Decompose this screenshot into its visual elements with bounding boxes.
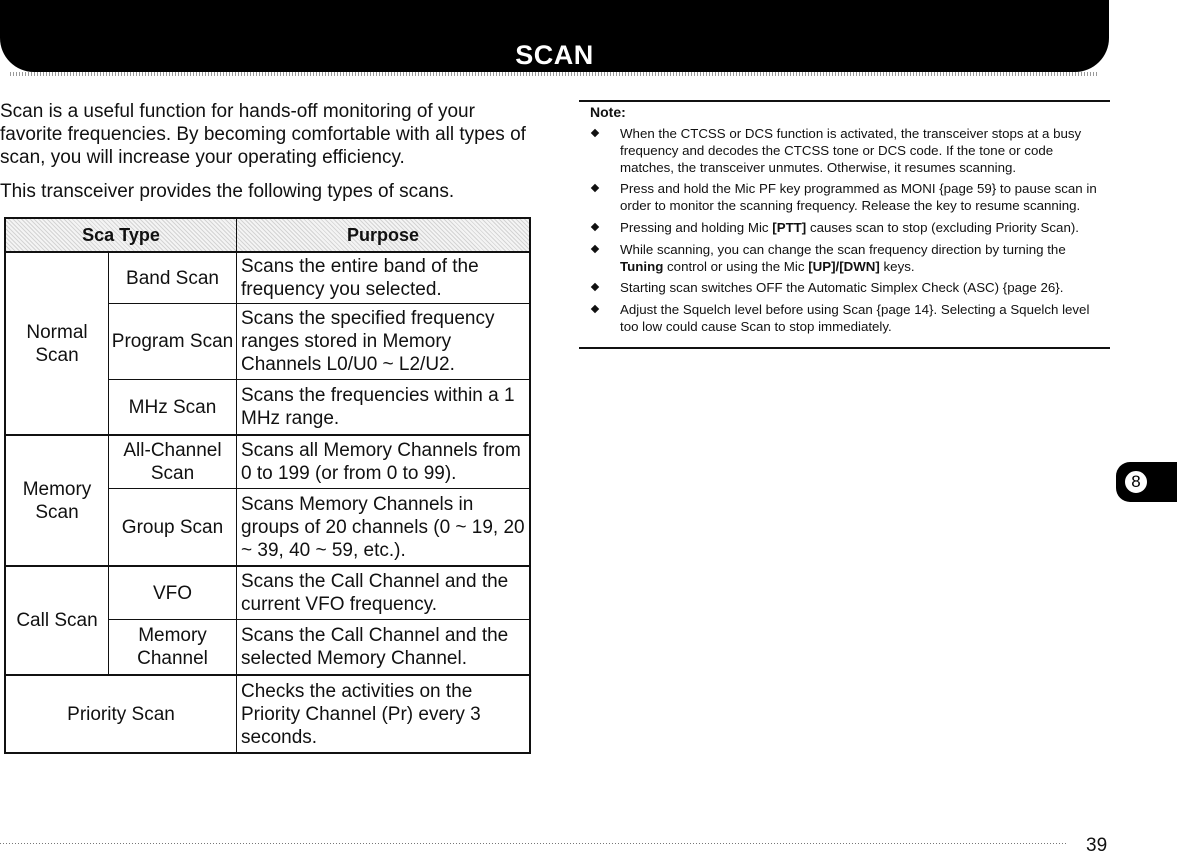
table-row [5,435,530,489]
note-text: causes scan to stop (excluding Priority Scan). [806,219,1079,235]
diamond-bullet-icon [591,184,599,192]
diamond-bullet-icon [591,283,599,291]
purpose-vfo: Scans the Call Channel and the current VFO frequency. [237,566,531,620]
list-item [579,181,1110,215]
diamond-bullet-icon [591,245,599,253]
diamond-bullet-icon [591,129,599,137]
type-mhz-scan: MHz Scan [109,380,237,436]
note-box [579,100,1110,349]
chapter-tab [1116,462,1177,502]
page-title: SCAN [515,40,594,70]
note-list [579,126,1110,336]
list-item [579,302,1110,336]
scan-types-table [4,217,531,754]
list-item [579,280,1110,297]
footer-divider [0,843,1068,844]
type-program-scan: Program Scan [109,304,237,380]
note-text: When the CTCSS or DCS function is activated, the transceiver stops at a busy frequency and decodes the CTCSS tone or DCS code. If the tone or code matches, the transceiver unmutes. Otherwise, it resumes scanning. [620,126,1082,175]
note-text: Starting scan switches OFF the Automatic Simplex Check (ASC) {page 26}. [620,280,1064,296]
purpose-program-scan: Scans the specified frequency ranges stored in Memory Channels L0/U0 ~ L2/U2. [237,304,531,380]
note-title: Note: [590,104,626,120]
type-band-scan: Band Scan [109,252,237,304]
diamond-bullet-icon [591,305,599,313]
category-memory-scan: Memory Scan [5,435,109,566]
table-header-row [5,218,530,252]
tuning-control-label: Tuning [620,258,664,274]
ptt-key-label: [PTT] [772,219,807,235]
type-all-channel-scan: All-Channel Scan [109,435,237,489]
intro-text [0,100,540,203]
header-purpose: Purpose [237,218,531,252]
table-row [5,675,530,753]
purpose-band-scan: Scans the entire band of the frequency you selected. [237,252,531,304]
purpose-memory-channel: Scans the Call Channel and the selected Memory Channel. [237,620,531,676]
up-dwn-key-label: [UP]/[DWN] [808,258,880,274]
note-text: Pressing and holding Mic [620,219,773,235]
diamond-bullet-icon [591,223,599,231]
note-text: Press and hold the Mic PF key programmed as MONI {page 59} to pause scan in order to monitor the scanning frequency. Release the key to resume scanning. [620,181,1097,214]
category-call-scan: Call Scan [5,566,109,675]
chapter-number-badge: 8 [1124,470,1148,494]
purpose-all-channel-scan: Scans all Memory Channels from 0 to 199 (or from 0 to 99). [237,435,531,489]
note-text: keys. [879,258,915,274]
header-scan-type: Sca Type [5,218,237,252]
category-normal-scan: Normal Scan [5,252,109,435]
intro-paragraph-2: This transceiver provides the following types of scans. [0,181,455,202]
table-row [5,252,530,304]
note-text: While scanning, you can change the scan frequency direction by turning the [620,241,1066,257]
list-item [579,220,1110,237]
purpose-mhz-scan: Scans the frequencies within a 1 MHz range. [237,380,531,436]
intro-paragraph-1: Scan is a useful function for hands-off monitoring of your favorite frequencies. By becoming comfortable with all types of scan, you will increase your operating efficiency. [0,101,526,168]
purpose-priority-scan: Checks the activities on the Priority Channel (Pr) every 3 seconds. [237,675,531,753]
type-priority-scan: Priority Scan [5,675,237,753]
type-vfo: VFO [109,566,237,620]
list-item [579,126,1110,176]
page-number: 39 [1086,835,1108,856]
note-text: Adjust the Squelch level before using Scan {page 14}. Selecting a Squelch level too low could cause Scan to stop immediately. [620,302,1090,334]
purpose-group-scan: Scans Memory Channels in groups of 20 channels (0 ~ 19, 20 ~ 39, 40 ~ 59, etc.). [237,489,531,567]
list-item [579,242,1110,276]
note-text: control or using the Mic [663,258,809,274]
type-memory-channel: Memory Channel [109,620,237,676]
header-bar [0,0,1109,72]
type-group-scan: Group Scan [109,489,237,567]
table-row [5,566,530,620]
